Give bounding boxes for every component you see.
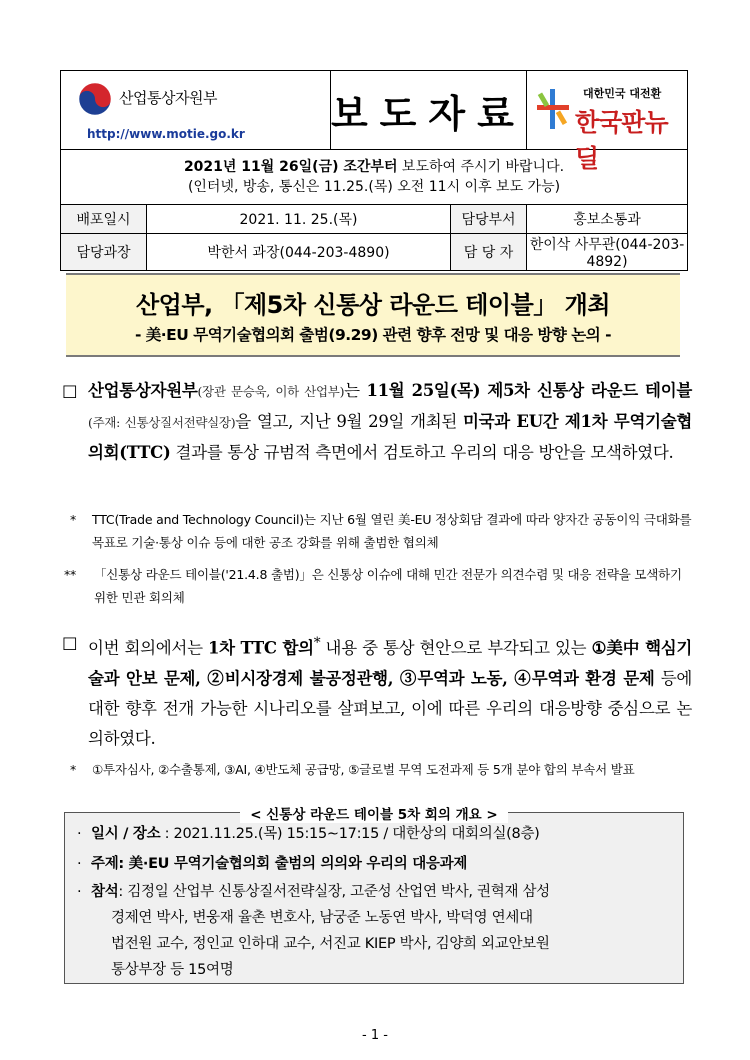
footnote-1-text: TTC(Trade and Technology Council)는 지난 6월 열린 美-EU 정상회담 결과에 따라 양자간 공동이익 극대화를 목표로 기술·통상 이슈 등에 대한 공조 강화를 위해 출범한 협의체 [92, 512, 692, 550]
sub-title: - 美·EU 무역기술협의회 출범(9.29) 관련 향후 전망 및 대응 방향 논의 - [134, 326, 612, 344]
ministry-url-link[interactable]: http://www.motie.go.kr [87, 127, 245, 141]
p2-text-c: 내용 중 통상 현안으로 부각되고 있는 [320, 638, 592, 658]
p1-text-b: 는 [344, 381, 367, 400]
attend-line-2: 경제연 박사, 변웅재 율촌 변호사, 남궁준 노동연 박사, 박덕영 연세대 [111, 910, 533, 926]
page-number: - 1 - [362, 1028, 388, 1043]
attend-line-4: 통상부장 등 15여명 [111, 962, 234, 978]
attend-label: 참석 [91, 884, 119, 900]
meeting-overview-box [64, 807, 684, 984]
main-title: 산업부, 「제5차 신통상 라운드 테이블」 개최 [135, 291, 611, 319]
overview-title: < 신통상 라운드 테이블 5차 회의 개요 > [240, 807, 508, 823]
footnote-2-text: 「신통상 라운드 테이블('21.4.8 출범)」은 신통상 이슈에 대해 민간 전문가 의견수렴 및 대응 전략을 모색하기 위한 민관 회의체 [94, 567, 682, 605]
embargo-rest: 보도하여 주시기 바랍니다. [397, 159, 565, 175]
attend-line-1: : 김정일 산업부 신통상질서전략실장, 고준성 산업연 박사, 권혁재 삼성 [118, 884, 550, 900]
paragraph-2 [62, 628, 692, 754]
press-header-table [60, 70, 688, 271]
list-dot: · [77, 884, 82, 900]
p1-ministry-note: (장관 문승욱, 이하 산업부) [197, 384, 345, 399]
list-dot: · [77, 826, 82, 842]
footnote-2 [64, 563, 686, 609]
dist-date-label: 배포일시 [61, 205, 147, 234]
paragraph-1 [62, 376, 692, 468]
square-bullet: □ [62, 381, 78, 400]
embargo-time: 2021년 11월 26일(금) 조간부터 [183, 159, 398, 175]
footnote-mark: * [70, 762, 77, 777]
p1-text-e: 을 열고, 지난 9월 29일 개최된 [235, 412, 464, 431]
topic-label: 주제 [91, 856, 119, 872]
time-label: 일시 / 장소 [91, 826, 161, 842]
p1-event: 11월 25일(목) 제5차 신통상 라운드 테이블 [366, 381, 692, 400]
attend-line-3: 법전원 교수, 정인교 인하대 교수, 서진교 KIEP 박사, 김양희 외교안보원 [111, 936, 550, 952]
dept-label: 담당부서 [451, 205, 527, 234]
dist-date-value: 2021. 11. 25.(목) [147, 205, 451, 234]
time-value: : 2021.11.25.(목) 15:15∼17:15 / 대한상의 대회의실(8층) [160, 826, 540, 842]
dept-value: 홍보소통과 [527, 205, 688, 234]
p2-issues: ①美中 핵심기술과 안보 문제, ②비시장경제 불공정관행, ③무역과 노동, ④무역과 환경 문제 [88, 638, 692, 688]
ministry-logo-cell [61, 71, 331, 150]
brand-logo-cell [527, 71, 688, 173]
manager-value: 박한서 과장(044-203-4890) [147, 234, 451, 271]
footnote-3 [70, 758, 692, 781]
p1-text-g: 결과를 통상 규범적 측면에서 검토하고 우리의 대응 방안을 모색하였다. [170, 443, 674, 462]
ministry-name: 산업통상자원부 [119, 89, 217, 107]
p1-chair-note: (주재: 신통상질서전략실장) [88, 415, 236, 430]
overview-topic [77, 851, 677, 877]
p1-ttc: 미국과 EU간 제1차 무역기술협의회(TTC) [88, 412, 693, 462]
government-emblem-icon [77, 81, 113, 117]
footnote-1 [70, 508, 692, 554]
footnote-3-text: ①투자심사, ②수출통제, ③AI, ④반도체 공급망, ⑤글로벌 무역 도전과제 등 5개 분야 합의 부속서 발표 [92, 762, 635, 777]
topic-value: : 美·EU 무역기술협의회 출범의 의의와 우리의 대응과제 [118, 856, 468, 872]
brand-name: 한국판뉴딜 [575, 108, 668, 173]
staff-value: 한이삭 사무관(044-203-4892) [527, 234, 688, 271]
overview-time [77, 821, 677, 847]
embargo-online: (인터넷, 방송, 통신은 11.25.(목) 오전 11시 이후 보도 가능) [187, 179, 561, 195]
overview-attendees [77, 879, 677, 983]
headline-box [66, 273, 680, 357]
p2-text-e: 등에 대한 향후 전개 가능한 시나리오를 살펴보고, 이에 따른 우리의 대응방향 중심으로 논의하였다. [88, 668, 692, 748]
staff-label: 담 당 자 [451, 234, 527, 271]
square-bullet: □ [62, 633, 78, 652]
p2-sup: * [313, 635, 321, 651]
footnote-mark: ** [64, 567, 77, 582]
footnote-mark: * [70, 512, 77, 527]
doc-title: 보도자료 [330, 71, 526, 150]
list-dot: · [77, 856, 82, 872]
p2-text-a: 이번 회의에서는 [88, 638, 208, 658]
manager-label: 담당과장 [61, 234, 147, 271]
brand-tagline: 대한민국 대전환 [583, 87, 662, 100]
p2-ttc: 1차 TTC 합의 [207, 638, 314, 658]
new-deal-logo-icon [535, 85, 571, 133]
p1-ministry: 산업통상자원부 [88, 381, 198, 400]
